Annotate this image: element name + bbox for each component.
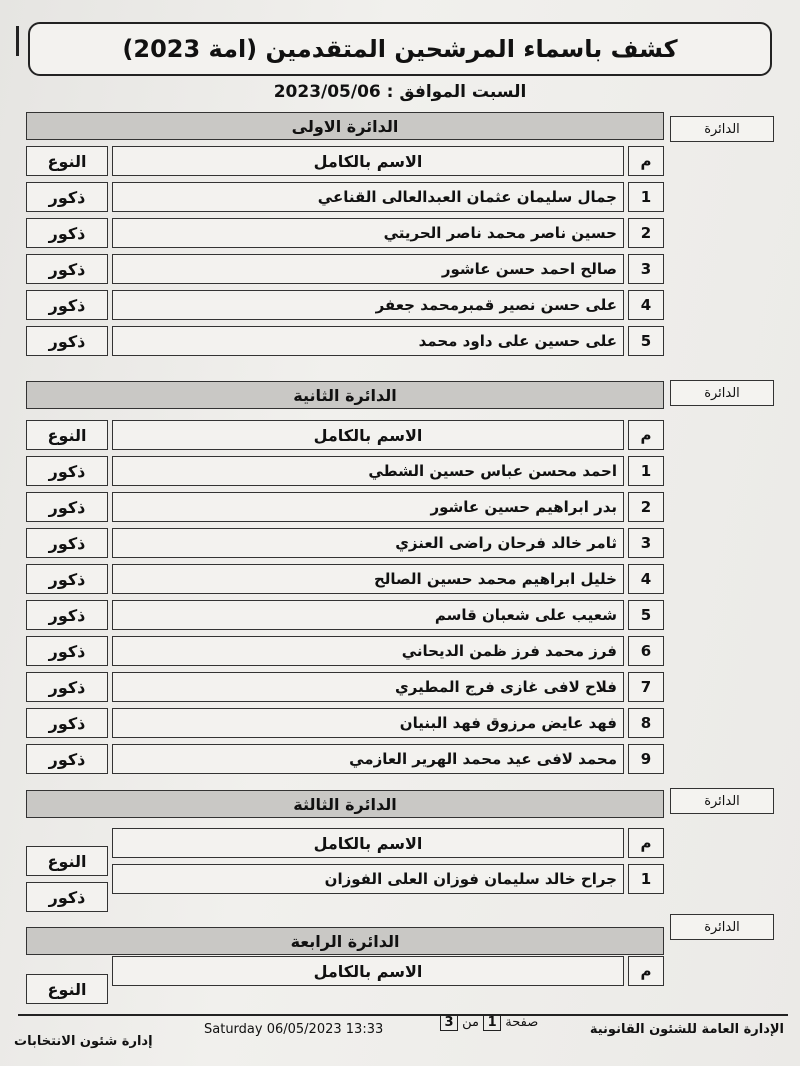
candidate-number: 2 bbox=[628, 492, 664, 522]
candidate-gender: ذكور bbox=[26, 492, 108, 522]
page-word: صفحة bbox=[505, 1015, 539, 1030]
candidate-gender: ذكور bbox=[26, 254, 108, 284]
candidate-name: جمال سليمان عثمان العبدالعالى القناعي bbox=[112, 182, 624, 212]
column-header-number: م bbox=[628, 146, 664, 176]
page-indicator bbox=[440, 1014, 538, 1031]
column-header-gender: النوع bbox=[26, 974, 108, 1004]
candidate-gender: ذكور bbox=[26, 326, 108, 356]
district-header: الدائرة الرابعة bbox=[26, 927, 664, 955]
candidate-number: 4 bbox=[628, 564, 664, 594]
column-header-name: الاسم بالكامل bbox=[112, 828, 624, 858]
candidate-gender: ذكور bbox=[26, 600, 108, 630]
candidate-number: 3 bbox=[628, 254, 664, 284]
candidate-number: 2 bbox=[628, 218, 664, 248]
candidate-name: صالح احمد حسن عاشور bbox=[112, 254, 624, 284]
candidate-number: 5 bbox=[628, 600, 664, 630]
candidate-name: محمد لافى عيد محمد الهرير العازمي bbox=[112, 744, 624, 774]
candidate-name: احمد محسن عباس حسين الشطي bbox=[112, 456, 624, 486]
candidate-gender: ذكور bbox=[26, 182, 108, 212]
candidate-gender: ذكور bbox=[26, 636, 108, 666]
candidate-name: ثامر خالد فرحان راضى العنزي bbox=[112, 528, 624, 558]
district-header: الدائرة الثانية bbox=[26, 381, 664, 409]
candidate-name: على حسين على داود محمد bbox=[112, 326, 624, 356]
district-label: الدائرة bbox=[670, 116, 774, 142]
document-title: كشف باسماء المرشحين المتقدمين (امة 2023) bbox=[28, 22, 772, 76]
candidate-gender: ذكور bbox=[26, 744, 108, 774]
candidate-gender: ذكور bbox=[26, 218, 108, 248]
column-header-name: الاسم بالكامل bbox=[112, 420, 624, 450]
district-label: الدائرة bbox=[670, 788, 774, 814]
candidate-name: فهد عايض مرزوق فهد البنيان bbox=[112, 708, 624, 738]
candidate-gender: ذكور bbox=[26, 564, 108, 594]
date-line: السبت الموافق : 2023/05/06 bbox=[273, 82, 527, 102]
candidate-gender: ذكور bbox=[26, 882, 108, 912]
district-label: الدائرة bbox=[670, 380, 774, 406]
candidate-name: على حسن نصير قمبرمحمد جعفر bbox=[112, 290, 624, 320]
of-word: من bbox=[462, 1015, 479, 1030]
candidate-name: شعيب على شعبان قاسم bbox=[112, 600, 624, 630]
margin-mark bbox=[16, 26, 19, 56]
column-header-name: الاسم بالكامل bbox=[112, 146, 624, 176]
page-total: 3 bbox=[440, 1014, 458, 1031]
district-header: الدائرة الاولى bbox=[26, 112, 664, 140]
candidate-number: 4 bbox=[628, 290, 664, 320]
district-label: الدائرة bbox=[670, 914, 774, 940]
column-header-number: م bbox=[628, 956, 664, 986]
candidate-number: 7 bbox=[628, 672, 664, 702]
district-header: الدائرة الثالثة bbox=[26, 790, 664, 818]
candidate-number: 3 bbox=[628, 528, 664, 558]
footer-dept: إدارة شئون الانتخابات bbox=[14, 1034, 153, 1049]
candidate-number: 1 bbox=[628, 182, 664, 212]
column-header-number: م bbox=[628, 420, 664, 450]
column-header-gender: النوع bbox=[26, 846, 108, 876]
page-current: 1 bbox=[483, 1014, 501, 1031]
candidate-number: 1 bbox=[628, 456, 664, 486]
candidate-gender: ذكور bbox=[26, 672, 108, 702]
candidate-name: جراح خالد سليمان فوزان العلى الفوزان bbox=[112, 864, 624, 894]
candidate-number: 6 bbox=[628, 636, 664, 666]
candidate-gender: ذكور bbox=[26, 528, 108, 558]
candidate-number: 5 bbox=[628, 326, 664, 356]
candidate-name: خليل ابراهيم محمد حسين الصالح bbox=[112, 564, 624, 594]
column-header-name: الاسم بالكامل bbox=[112, 956, 624, 986]
candidate-number: 9 bbox=[628, 744, 664, 774]
candidate-name: فرز محمد فرز ظمن الديحاني bbox=[112, 636, 624, 666]
candidate-name: بدر ابراهيم حسين عاشور bbox=[112, 492, 624, 522]
candidate-gender: ذكور bbox=[26, 708, 108, 738]
footer-timestamp: Saturday 06/05/2023 13:33 bbox=[204, 1022, 384, 1037]
candidate-name: حسين ناصر محمد ناصر الحريتي bbox=[112, 218, 624, 248]
footer-org: الإدارة العامة للشئون القانونية bbox=[589, 1022, 784, 1037]
footer-divider bbox=[18, 1014, 788, 1016]
candidate-number: 1 bbox=[628, 864, 664, 894]
column-header-number: م bbox=[628, 828, 664, 858]
column-header-gender: النوع bbox=[26, 146, 108, 176]
candidate-number: 8 bbox=[628, 708, 664, 738]
candidate-gender: ذكور bbox=[26, 456, 108, 486]
column-header-gender: النوع bbox=[26, 420, 108, 450]
candidate-gender: ذكور bbox=[26, 290, 108, 320]
candidate-name: فلاح لافى غازى فرج المطيري bbox=[112, 672, 624, 702]
